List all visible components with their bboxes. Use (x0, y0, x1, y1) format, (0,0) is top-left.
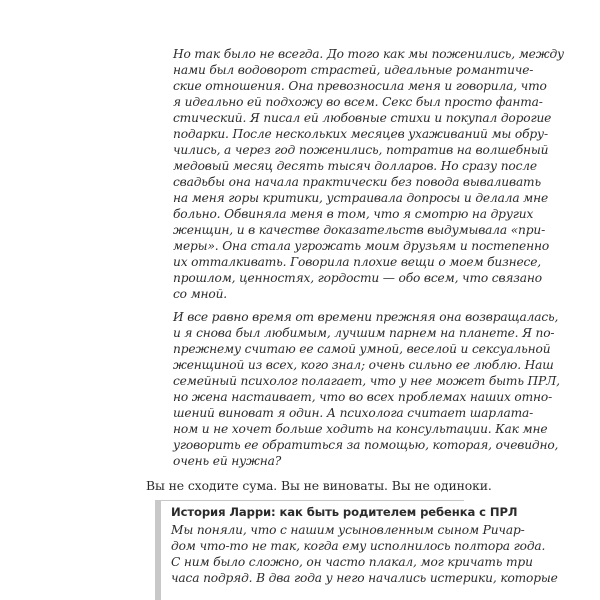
text-line: женщиной из всех, кого знал; очень сильно ее люблю. Наш (173, 358, 554, 372)
text-line: Но так было не всегда. До того как мы поженились, между (173, 47, 564, 61)
text-line: женщин, и в качестве доказательств выдумывала «при- (173, 223, 546, 237)
text-line: ном и не хочет больше ходить на консультации. Как мне (173, 422, 548, 436)
text-line: я идеально ей подхожу во всем. Секс был просто фанта- (173, 95, 543, 109)
story-heading: История Ларри: как быть родителем ребенка с ПРЛ (171, 505, 518, 519)
text-line: Мы поняли, что с нашим усыновленным сыном Ричар- (171, 523, 525, 537)
text-line: стический. Я писал ей любовные стихи и покупал дорогие (173, 111, 552, 125)
text-line: но жена настаивает, что во всех проблемах наших отно- (173, 390, 553, 404)
text-line: подарки. После нескольких месяцев ухаживаний мы обру- (173, 127, 548, 141)
text-line: шений виноват я один. А психолога считает шарлата- (173, 406, 534, 420)
text-line: С ним было сложно, он часто плакал, мог кричать три (171, 555, 533, 569)
text-line: прошлом, ценностях, гордости — обо всем, что связано (173, 271, 542, 285)
text-line: дом что-то не так, когда ему исполнилось полтора года. (171, 539, 546, 553)
text-line: на меня горы критики, устраивала допросы и делала мне (173, 191, 549, 205)
text-line: больно. Обвиняла меня в том, что я смотрю на других (173, 207, 534, 221)
text-line: медовый месяц десять тысяч долларов. Но сразу после (173, 159, 537, 173)
text-line: меры». Она стала угрожать моим друзьям и постепенно (173, 239, 550, 253)
text-line: их отталкивать. Говорила плохие вещи о моем бизнесе, (173, 255, 542, 269)
text-line: прежнему считаю ее самой умной, веселой и сексуальной (173, 342, 551, 356)
text-line: уговорить ее обратиться за помощью, которая, очевидно, (173, 438, 559, 452)
text-line: и я снова был любимым, лучшим парнем на планете. Я по- (173, 326, 555, 340)
statement-text: Вы не сходите сума. Вы не виноваты. Вы не одиноки. (146, 478, 492, 493)
text-line: нами был водоворот страстей, идеальные романтиче- (173, 63, 534, 77)
text-line: со мной. (173, 287, 228, 301)
text-line: очень ей нужна? (173, 454, 282, 468)
text-line: свадьбы она начала практически без повода вываливать (173, 175, 541, 189)
text-line: И все равно время от времени прежняя она возвращалась, (173, 310, 559, 324)
text-line: чились, а через год поженились, потратив на волшебный (173, 143, 549, 157)
text-line: ские отношения. Она превозносила меня и говорила, что (173, 79, 547, 93)
text-line: часа подряд. В два года у него начались истерики, которые (171, 571, 558, 585)
text-line: семейный психолог полагает, что у нее может быть ПРЛ, (173, 374, 560, 388)
